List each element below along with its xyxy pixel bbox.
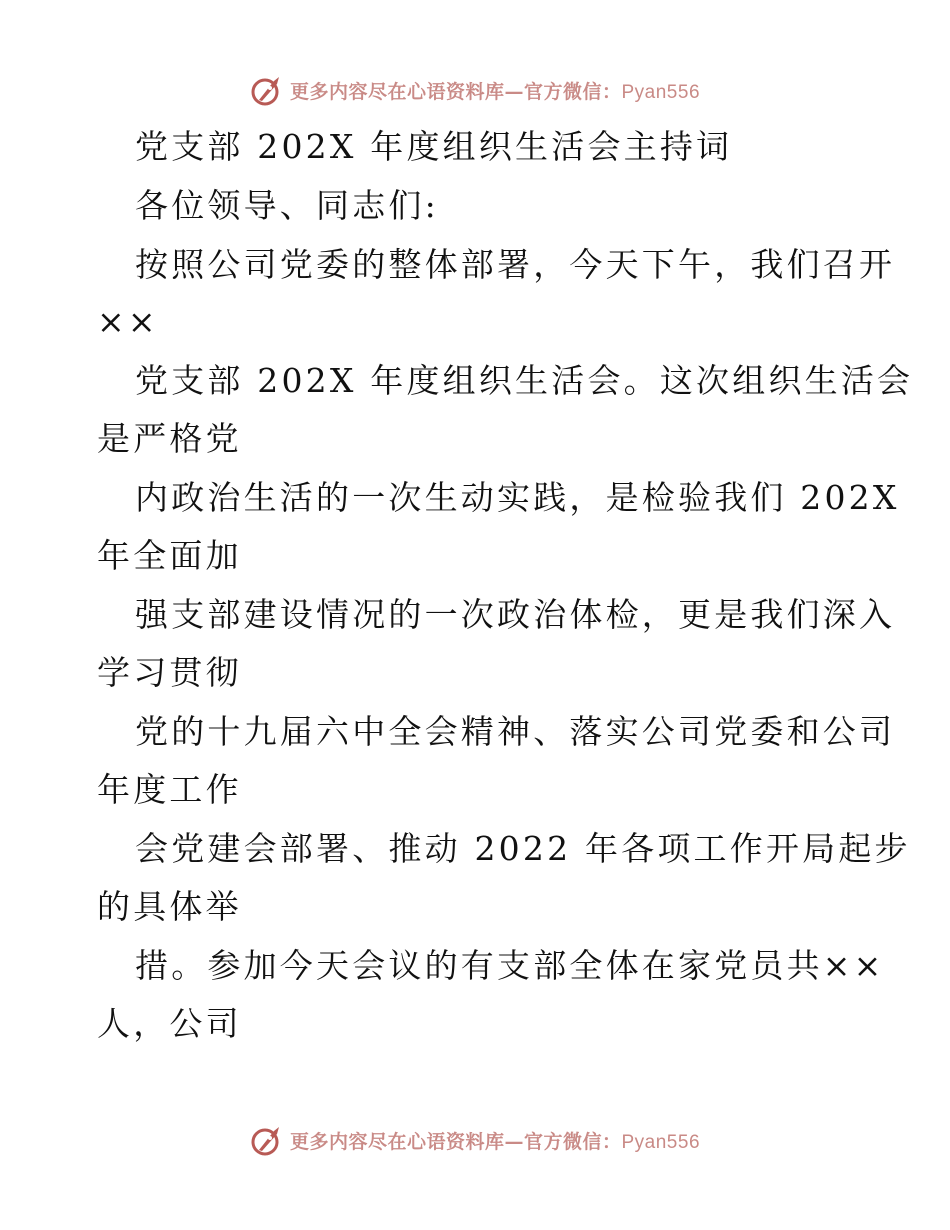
body-line: 党支部 202X 年度组织生活会。这次组织生活会: [135, 361, 914, 400]
body-line: 强支部建设情况的一次政治体检，更是我们深入: [135, 595, 896, 634]
body-line: 年度工作: [97, 770, 242, 809]
watermark-text: 更多内容尽在心语资料库—官方微信：Pyan556: [289, 1130, 701, 1153]
body-line: 年全面加: [97, 536, 242, 575]
body-line: 是严格党: [97, 419, 242, 458]
body-line: 措。参加今天会议的有支部全体在家党员共××: [135, 946, 885, 985]
body-line: 会党建会部署、推动 2022 年各项工作开局起步: [135, 829, 911, 868]
salutation: 各位领导、同志们:: [135, 186, 439, 225]
body-line: 学习贯彻: [97, 653, 242, 692]
body-line: 内政治生活的一次生动实践，是检验我们 202X: [135, 478, 900, 517]
body-line: 的具体举: [97, 887, 242, 926]
body-line: 按照公司党委的整体部署，今天下午，我们召开: [135, 245, 896, 284]
pen-nib-circle-icon: [250, 1123, 284, 1157]
body-line: 人，公司: [97, 1004, 242, 1043]
body-line: ××: [97, 302, 159, 341]
watermark-text: 更多内容尽在心语资料库—官方微信：Pyan556: [289, 80, 701, 103]
footer-watermark: [0, 1120, 950, 1160]
document-title: 党支部 202X 年度组织生活会主持词: [135, 127, 733, 166]
body-line: 党的十九届六中全会精神、落实公司党委和公司: [135, 712, 896, 751]
